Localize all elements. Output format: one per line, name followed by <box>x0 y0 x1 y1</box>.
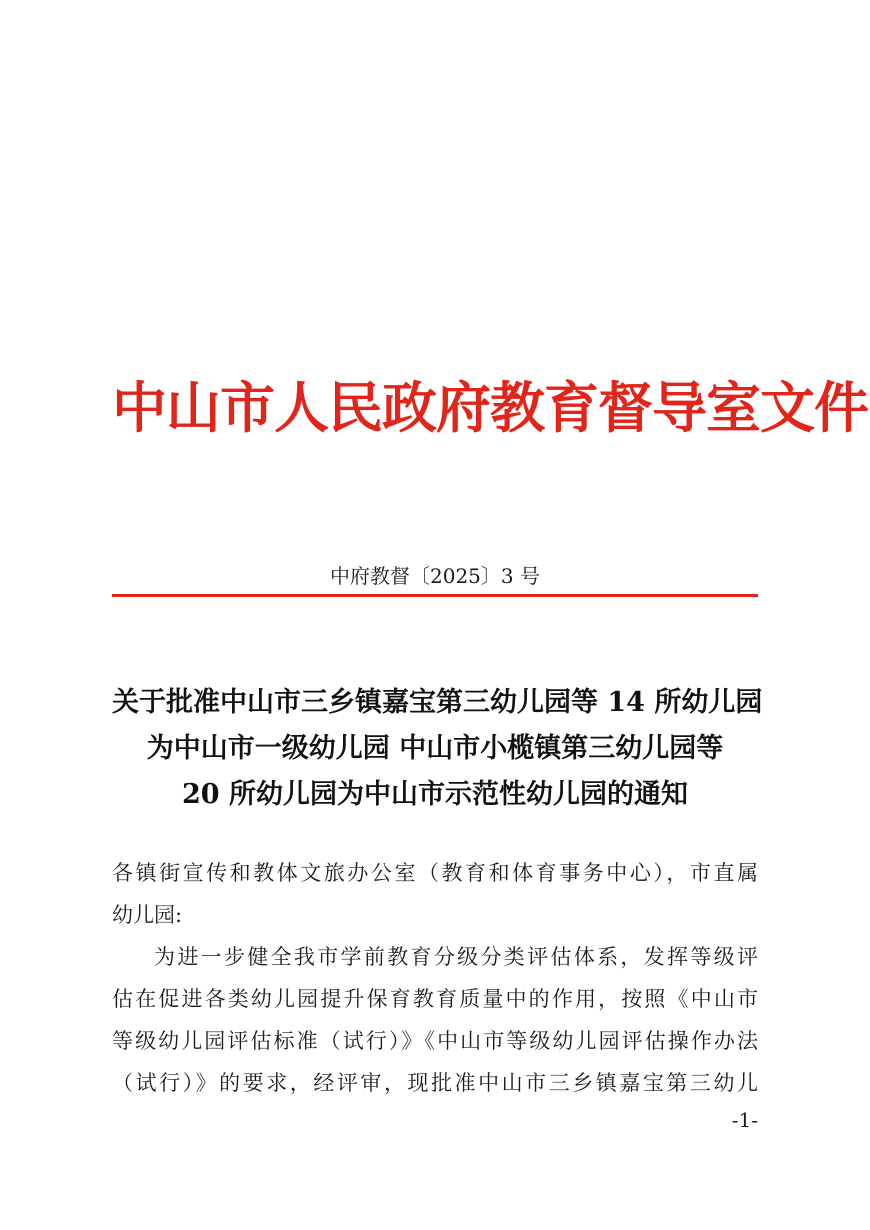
issuing-authority-header: 中山市人民政府教育督导室文件 <box>112 375 869 440</box>
document-number: 中府教督〔2025〕3 号 <box>330 564 540 588</box>
notice-body <box>112 852 758 1104</box>
notice-title-line-2: 为中山市一级幼儿园 中山市小榄镇第三幼儿园等 <box>146 733 724 764</box>
addressee-line-1: 各镇街宣传和教体文旅办公室（教育和体育事务中心），市直属 <box>112 861 758 885</box>
paragraph-line-1: 为进一步健全我市学前教育分级分类评估体系，发挥等级评 <box>154 945 758 969</box>
notice-title <box>112 680 763 818</box>
red-divider-line <box>112 594 758 597</box>
paragraph-line-3: 等级幼儿园评估标准（试行）》《中山市等级幼儿园评估操作办法 <box>112 1029 758 1053</box>
paragraph-line-2: 估在促进各类幼儿园提升保育教育质量中的作用，按照《中山市 <box>112 987 758 1011</box>
notice-title-line-1: 关于批准中山市三乡镇嘉宝第三幼儿园等 14 所幼儿园 <box>112 687 763 718</box>
page-number: -1- <box>731 1108 758 1132</box>
notice-title-line-3: 20 所幼儿园为中山市示范性幼儿园的通知 <box>182 779 688 810</box>
paragraph-line-4: （试行）》的要求，经评审，现批准中山市三乡镇嘉宝第三幼儿 <box>112 1071 758 1095</box>
addressee-line-2: 幼儿园: <box>112 903 183 927</box>
